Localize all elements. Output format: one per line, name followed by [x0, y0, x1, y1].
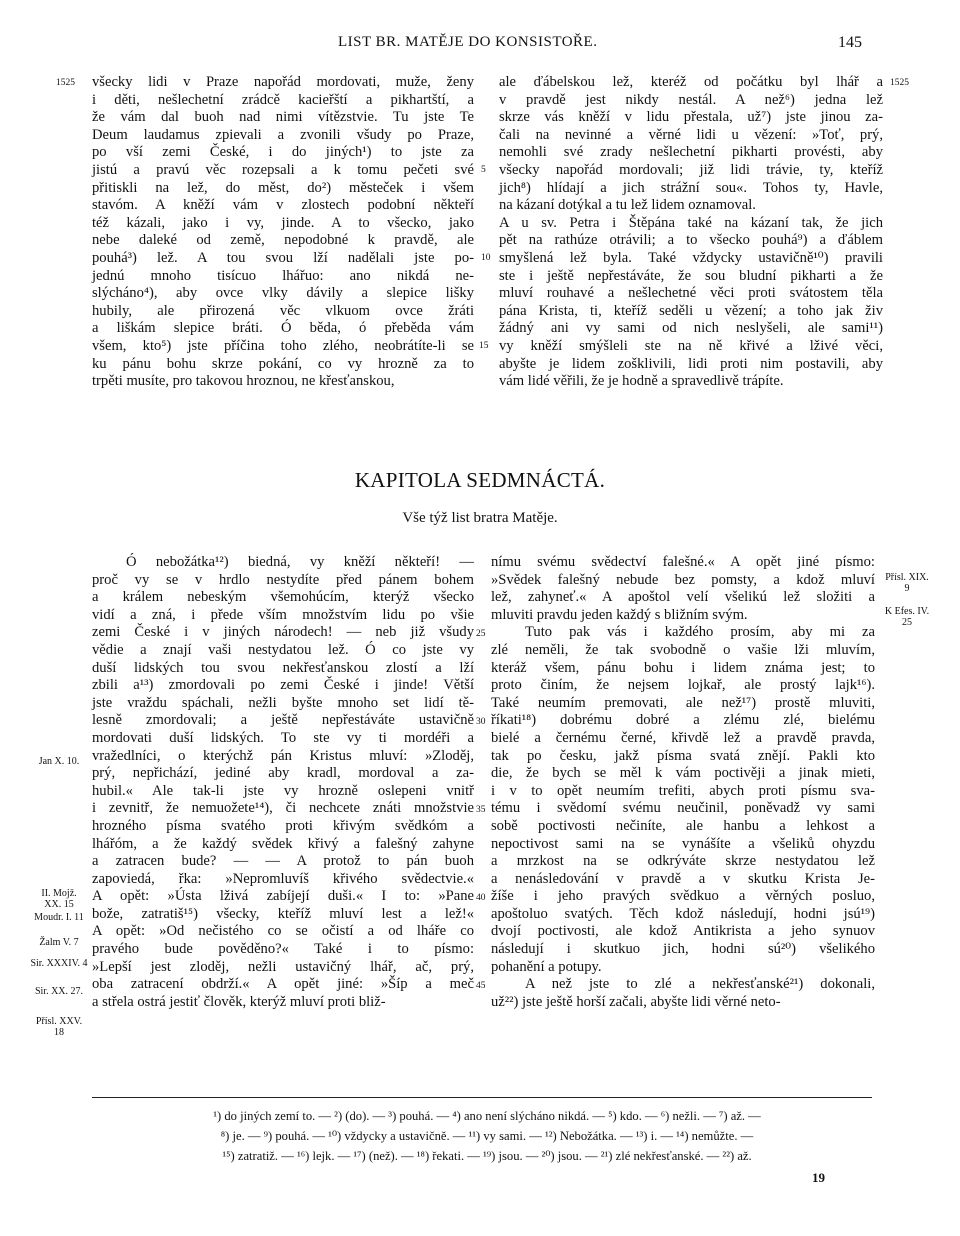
text-line: nepoctivost sami na se vynášíte a všeliků ohyzdu — [491, 835, 875, 852]
running-header: LIST BR. MATĚJE DO KONSISTOŘE. — [338, 34, 598, 50]
margin-reference: Přísl. XIX. 9 — [885, 572, 929, 594]
text-line: po vší zemi České, i do jiných¹) to jste za — [92, 144, 474, 161]
text-line: Také neumím premovati, ale než¹⁷) prostě mluviti, — [491, 694, 875, 711]
text-line: hrozného písma svatého proti křivým svědkóm a — [92, 817, 474, 834]
text-line: Deum laudamus zpievali a zvonili všudy po Praze, — [92, 126, 474, 143]
text-line: zlé neměli, že tak svobodně o vašie lži mluvím, — [491, 641, 875, 658]
text-line: a střela ostrá jestiť člověk, kterýž mluví proti bliž- — [92, 993, 386, 1010]
text-line: vám lidé věřili, že je hodně a spravedlivě trápíte. — [499, 373, 784, 390]
text-line: zbili a¹³) zmordovali po zemi České i jinde! Větší — [92, 677, 474, 694]
line-number: 40 — [476, 893, 486, 903]
margin-reference: Přísl. XXV. 18 — [35, 1016, 83, 1038]
text-line: že vám dal buoh nad nimi vítězstvie. Tu jste Te — [92, 109, 474, 126]
text-line: »Svědek falešný nebude bez pomsty, a kdož mluví — [491, 571, 875, 588]
text-line: i děti, nešlechetní zrádcě kacieřští a pikhartští, a — [92, 91, 474, 108]
text-line: i zevnitř, že nemuožete¹⁴), či nechcete znáti množstvie — [92, 800, 474, 817]
text-line: slýcháno⁴), aby ovce vlky dávily a slepice lišky — [92, 285, 474, 302]
text-line: pět na rathúze otrávili; a to všecko pouhá⁹) a ďáblem — [499, 232, 883, 249]
bottom-left-column — [92, 554, 474, 1011]
text-line: apoštoluo svatých. Těch kdož následují, hodni jsú¹⁹) — [491, 905, 875, 922]
margin-reference: Sir. XX. 27. — [34, 986, 84, 997]
text-line: abyšte je lidem zošklivili, lidi proti nim postavili, aby — [499, 355, 883, 372]
text-line: ale ďábelskou lež, kteréž od počátku byl lhář a — [499, 74, 883, 90]
text-line: dvojí poctivosti, ale kdož Antikrista a jeho synuov — [491, 923, 875, 940]
text-line: sobě poctivosti nečiníte, ale hanbu a lehkost a — [491, 817, 875, 834]
line-number: 25 — [476, 629, 486, 639]
text-line: jednú mnoho tisícuo lhářuo: ano nikdá ne- — [92, 267, 474, 284]
text-line: vražedlníci, o kterýchž pán Kristus mluví: »Zloděj, — [92, 747, 474, 764]
text-line: jste vraždu spáchali, nežli byšte mnoho set lidí tě- — [92, 694, 474, 711]
margin-reference: K Efes. IV. 25 — [884, 606, 930, 628]
text-line: zemi České i v jiných národech! — neb již všudy — [92, 624, 474, 641]
text-line: a zatracen bude? — — A protož to pán buoh — [92, 853, 474, 870]
text-line: A opět: »Od nečistého co se očistí a od lháře co — [92, 923, 474, 940]
line-number: 10 — [481, 253, 491, 263]
footnote-line: ¹⁵) zatratiž. — ¹⁶) lejk. — ¹⁷) (než). — ¹⁸) řekati. — ¹⁹) jsou. — ²⁰) jsou. — ²¹) zlé nekřesťanské. — ²²) až. — [222, 1149, 752, 1163]
text-line: smyšlená lež byla. Také vždycky ustavičně¹⁰) pravili — [499, 249, 883, 266]
text-line: přitiskli na lež, do měst, do²) městeček i všem — [92, 179, 474, 196]
text-line: mordovati duší lidských. To ste vy ti mordéři a — [92, 729, 474, 746]
text-line: proto činím, že nejsem lojkař, ale prostý lajk¹⁶). — [491, 677, 875, 694]
text-line: nebe daleké od země, nepodobné k pravdě, ale — [92, 232, 474, 249]
chapter-subtitle: Vše týž list bratra Matěje. — [402, 510, 558, 526]
text-line: jistú a pravú věc rozepsali a k tomu pečeti své — [92, 161, 474, 178]
text-line: tak po česku, jakž písma svatá znějí. Pakli kto — [491, 747, 875, 764]
text-line: A než jste to zlé a nekřesťanské²¹) dokonali, — [525, 976, 875, 993]
text-line: A opět: »Ústa lživá zabíjejí duši.« I to: »Pane — [92, 888, 474, 905]
footnote-divider — [92, 1097, 872, 1098]
text-line: mluviti pravdu jeden každý s bližním svým. — [491, 606, 748, 623]
text-line: mluví rouhavé a nešlechetné věci proti svátostem těla — [499, 285, 883, 302]
text-line: a králem nebeským všemohúcím, kterýž všecko — [92, 589, 474, 606]
text-line: hubil.« Ale tak-li jste vy hrozně oslepeni vnitř — [92, 782, 474, 799]
text-line: trpěti musíte, pro takovou hroznou, ne křesťanskou, — [92, 373, 395, 390]
margin-reference: II. Mojž. XX. 15 — [41, 888, 77, 910]
margin-reference: Žalm V. 7 — [39, 937, 79, 948]
text-line: též kázali, jako i vy, jinde. A to všecko, jako — [92, 214, 474, 231]
text-line: a mrzkost na se odkrýváte skrze nestydatou lež — [491, 853, 875, 870]
text-line: duší lidských tou svou nekřesťanskou zlostí a lží — [92, 659, 474, 676]
text-line: prý, nepřichází, jediné aby kradl, mordoval a za- — [92, 765, 474, 782]
text-line: vidí a zná, i přede vším množstvím lidu po všie — [92, 606, 474, 623]
signature-mark: 19 — [812, 1170, 825, 1185]
text-line: v pravdě jest nikdy nestál. A než⁶) jedna lež — [499, 91, 883, 108]
text-line: říkati¹⁸) dobrému dobré a zlému zlé, bielému — [491, 712, 875, 729]
text-line: pána Krista, ti, kteříž seděli u vězení; a toho jak živ — [499, 302, 883, 319]
line-number: 30 — [476, 717, 486, 727]
footnote-line: ⁸) je. — ⁹) pouhá. — ¹⁰) vždycky a ustavičně. — ¹¹) vy sami. — ¹²) Nebožátka. — ¹³) i. — ¹⁴) nemůžte. — — [220, 1129, 754, 1143]
text-line: stavóm. A kněží vám v zlostech podobní někteří — [92, 197, 474, 214]
text-line: i v to opět neumím trefiti, abych proti písmu sva- — [491, 782, 875, 799]
margin-reference: Sir. XXXIV. 4 — [30, 958, 88, 969]
text-line: žíše i jeho pravých svědkuo a věrných posluo, — [491, 888, 875, 905]
top-left-column — [92, 74, 474, 391]
footnote-line: ¹) do jiných zemí to. — ²) (do). — ³) pouhá. — ⁴) ano není slýcháno nikdá. — ⁵) kdo. — ⁶) nežli. — ⁷) až. — — [213, 1109, 761, 1123]
text-line: »Lepší jest zloděj, nežli ustavičný lhář, ač, prý, — [92, 958, 474, 975]
bottom-right-column — [491, 554, 875, 1011]
year-margin-right: 1525 — [890, 78, 909, 88]
text-line: všecky lidi v Praze napořád mordovati, muže, ženy — [92, 74, 474, 90]
text-line: die, že bych se měl k vám poctivěji a jinak mieti, — [491, 765, 875, 782]
text-line: bielé a černému černé, křivdě lež a pravdě pravda, — [491, 729, 875, 746]
page-number: 145 — [838, 34, 862, 51]
text-line: ku pánu bohu skrze pokání, co vy hrozně za to — [92, 355, 474, 372]
text-line: nemohli své zrady nešlechetní pikharti provésti, aby — [499, 144, 883, 161]
text-line: kteráž všem, pánu bohu i lidem známa jest; to — [491, 659, 875, 676]
text-line: Tuto pak vás i každého prosím, aby mi za — [525, 624, 875, 641]
chapter-title: KAPITOLA SEDMNÁCTÁ. — [354, 468, 606, 492]
text-line: pouhá³) lež. A tou svou lží nadělali jste po- — [92, 249, 474, 266]
margin-reference: Moudr. I. 11 — [34, 912, 84, 923]
text-line: lež, zahyneť.« A apoštol velí všelikú lež složiti a — [491, 589, 875, 606]
text-line: proč vy se v hrdlo nestydíte před pánem bohem — [92, 571, 474, 588]
text-line: ste i ještě nepřestáváte, že sou bludní pikharti a že — [499, 267, 883, 284]
text-line: skrze vás kněží v lidu přestala, už⁷) jste jinou za- — [499, 109, 883, 126]
text-line: Ó nebožátka¹²) biedná, vy kněží někteří! — — [126, 554, 474, 570]
text-line: bože, zatratiš¹⁵) všecky, kteříž mluví lest a lež!« — [92, 905, 474, 922]
text-line: nímu svému svědectví falešné.« A opět jiné písmo: — [491, 554, 875, 570]
top-right-column — [499, 74, 883, 391]
text-line: vědie a znají vaši nestydatou lež. Ó co jste vy — [92, 641, 474, 658]
text-line: už²²) jste ještě horší začali, abyšte lidi věrné neto- — [491, 993, 781, 1010]
text-line: žádný ani vy sami od nich neslyšeli, ale sami¹¹) — [499, 320, 883, 337]
text-line: lesně zmordovali; a ještě nepřestáváte ustavičně — [92, 712, 474, 729]
text-line: a nenásledování v pravdě a v skutku Krista Je- — [491, 870, 875, 887]
line-number: 45 — [476, 981, 486, 991]
text-line: vy kněží smýšleli ste na ně křivé a lživé věci, — [499, 337, 883, 354]
text-line: hubily, ale přirozená věc vlkuom ovce žráti — [92, 302, 474, 319]
text-line: a liškám slepice bráti. Ó běda, ó přeběda vám — [92, 320, 474, 337]
text-line: na kázaní dotýkal a tu lež lidem oznamoval. — [499, 197, 756, 214]
text-line: A u sv. Petra i Štěpána také na kázaní tak, že jich — [499, 214, 883, 231]
text-line: oba zatracení obdrží.« A opět jiné: »Šíp a meč — [92, 976, 474, 993]
text-line: jich⁸) hlídají a jich strážní sou«. Tohos ty, Havle, — [499, 179, 883, 196]
line-number: 15 — [479, 341, 489, 351]
year-margin-left: 1525 — [56, 78, 75, 88]
text-line: všem, kto⁵) jste příčina toho zlého, neobrátíte-li se — [92, 337, 474, 354]
text-line: pravého bude pověděno?« Také i to písmo: — [92, 941, 474, 958]
margin-reference: Jan X. 10. — [38, 756, 80, 767]
line-number: 5 — [481, 165, 486, 175]
text-line: tému i svědomí svému neučinil, poněvadž vy sami — [491, 800, 875, 817]
text-line: následují i skutkuo jich, hodni sú²⁰) všelikého — [491, 941, 875, 958]
text-line: zapoviedá, řka: »Nepromluvíš křivého svědectvie.« — [92, 870, 474, 887]
text-line: lhářóm, a že každý svědek křivý a falešný zahyne — [92, 835, 474, 852]
text-line: všecky napořád mordovali; již lidi trávie, ty, kteříž — [499, 161, 883, 178]
line-number: 35 — [476, 805, 486, 815]
text-line: pohanění a potupy. — [491, 958, 602, 975]
text-line: čali na nevinné a věrné lidi u vězení: »Toť, prý, — [499, 126, 883, 143]
